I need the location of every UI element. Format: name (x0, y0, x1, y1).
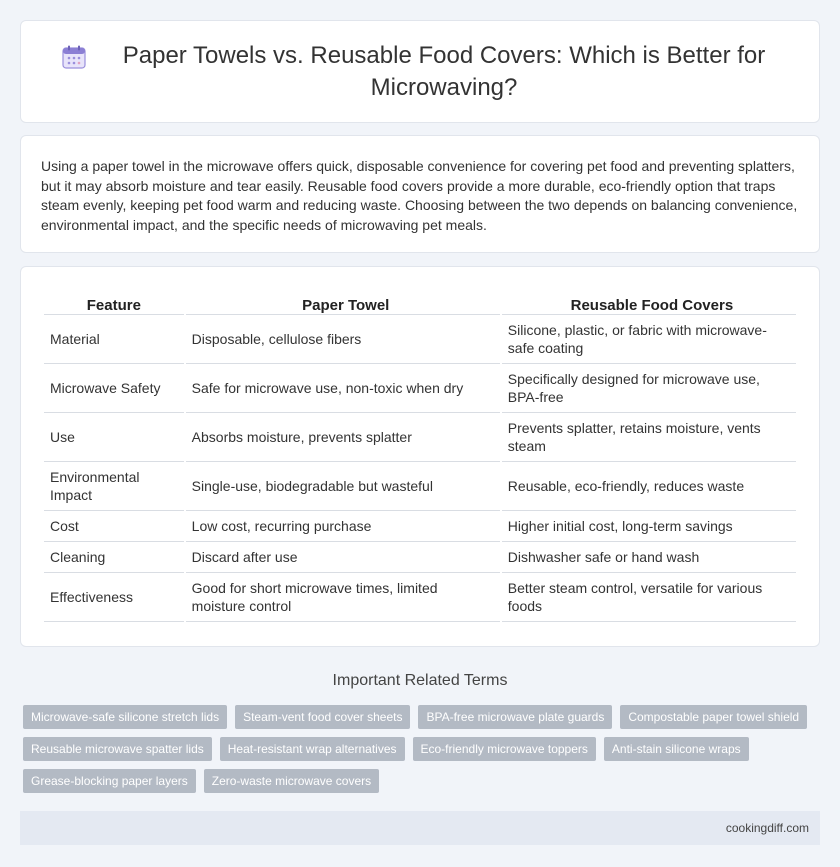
reusable-cover-cell: Higher initial cost, long-term savings (502, 511, 796, 542)
feature-cell: Environmental Impact (44, 462, 184, 511)
related-term-tag[interactable]: Compostable paper towel shield (620, 705, 807, 729)
intro-card (20, 135, 820, 253)
reusable-cover-cell: Reusable, eco-friendly, reduces waste (502, 462, 796, 511)
related-term-tag[interactable]: Anti-stain silicone wraps (604, 737, 749, 761)
header-feature: Feature (44, 291, 184, 315)
reusable-cover-cell: Better steam control, versatile for various foods (502, 573, 796, 622)
related-term-tag[interactable]: Grease-blocking paper layers (23, 769, 196, 793)
table-row (44, 542, 796, 573)
related-term-tag[interactable]: BPA-free microwave plate guards (418, 705, 612, 729)
related-terms-title: Important Related Terms (332, 672, 508, 689)
table-row (44, 315, 796, 364)
header-paper-towel: Paper Towel (186, 291, 500, 315)
related-term-tag[interactable]: Heat-resistant wrap alternatives (220, 737, 405, 761)
related-term-tag[interactable]: Zero-waste microwave covers (204, 769, 379, 793)
table-header-row (44, 291, 796, 315)
table-row (44, 573, 796, 622)
table-row (44, 364, 796, 413)
related-term-tag[interactable]: Microwave-safe silicone stretch lids (23, 705, 227, 729)
related-term-tag[interactable]: Reusable microwave spatter lids (23, 737, 212, 761)
table-row (44, 413, 796, 462)
paper-towel-cell: Discard after use (186, 542, 500, 573)
feature-cell: Cleaning (44, 542, 184, 573)
comparison-table (42, 291, 798, 622)
feature-cell: Effectiveness (44, 573, 184, 622)
paper-towel-cell: Good for short microwave times, limited moisture control (186, 573, 500, 622)
calendar-icon (61, 44, 87, 70)
feature-cell: Microwave Safety (44, 364, 184, 413)
related-term-tag[interactable]: Eco-friendly microwave toppers (413, 737, 596, 761)
reusable-cover-cell: Prevents splatter, retains moisture, vents steam (502, 413, 796, 462)
table-row (44, 511, 796, 542)
reusable-cover-cell: Dishwasher safe or hand wash (502, 542, 796, 573)
table-row (44, 462, 796, 511)
footer (20, 811, 820, 845)
paper-towel-cell: Safe for microwave use, non-toxic when dry (186, 364, 500, 413)
feature-cell: Use (44, 413, 184, 462)
reusable-cover-cell: Specifically designed for microwave use, BPA-free (502, 364, 796, 413)
paper-towel-cell: Absorbs moisture, prevents splatter (186, 413, 500, 462)
related-terms-list (20, 705, 820, 801)
reusable-cover-cell: Silicone, plastic, or fabric with microwave-safe coating (502, 315, 796, 364)
feature-cell: Cost (44, 511, 184, 542)
footer-site-link[interactable]: cookingdiff.com (725, 821, 809, 835)
paper-towel-cell: Single-use, biodegradable but wasteful (186, 462, 500, 511)
paper-towel-cell: Disposable, cellulose fibers (186, 315, 500, 364)
paper-towel-cell: Low cost, recurring purchase (186, 511, 500, 542)
feature-cell: Material (44, 315, 184, 364)
related-term-tag[interactable]: Steam-vent food cover sheets (235, 705, 410, 729)
page-title: Paper Towels vs. Reusable Food Covers: Which is Better for Microwaving? (122, 41, 766, 101)
intro-paragraph: Using a paper towel in the microwave offers quick, disposable convenience for covering pet food and preventing splatters, but it may absorb moisture and tear easily. Reusable food covers provide a more durable, eco-friendly option that traps steam evenly, keeping pet food warm and reducing waste. Choosing between the two depends on balancing convenience, environmental impact, and the specific needs of microwaving pet meals. (41, 158, 798, 233)
header-reusable-covers: Reusable Food Covers (502, 291, 796, 315)
title-card (20, 20, 820, 123)
comparison-card (20, 266, 820, 647)
